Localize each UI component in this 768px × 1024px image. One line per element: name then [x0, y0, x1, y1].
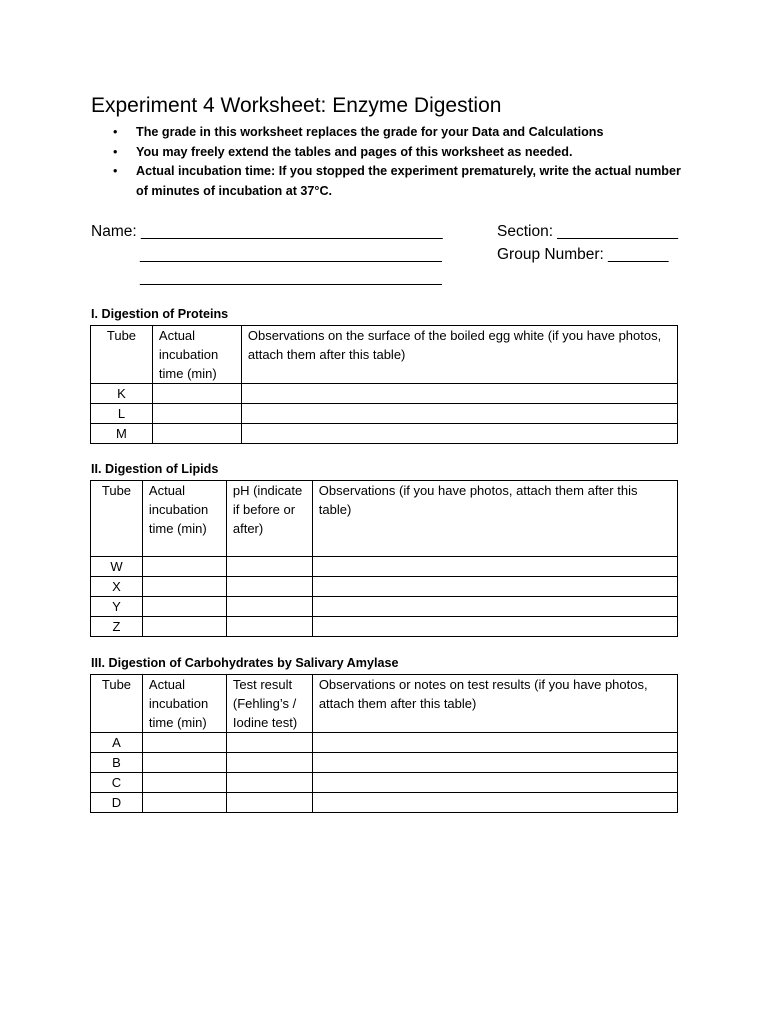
tube-label: W — [91, 557, 143, 577]
instruction-item — [91, 143, 691, 163]
instruction-text: You may freely extend the tables and pages of this worksheet as needed. — [136, 144, 573, 159]
bullet-icon: • — [113, 125, 118, 139]
test-result-cell[interactable] — [226, 733, 312, 753]
carbohydrates-table — [90, 674, 678, 813]
table-row — [91, 773, 678, 793]
observations-cell[interactable] — [312, 773, 677, 793]
table-row — [91, 753, 678, 773]
column-header: Tube — [91, 326, 153, 384]
table-row — [91, 733, 678, 753]
table-row — [91, 557, 678, 577]
incubation-time-cell[interactable] — [142, 577, 226, 597]
tube-label: B — [91, 753, 143, 773]
observations-cell[interactable] — [312, 793, 677, 813]
group-number-field[interactable]: Group Number: _______ — [497, 246, 669, 263]
column-header: pH (indicate if before or after) — [226, 481, 312, 557]
tube-label: C — [91, 773, 143, 793]
page-title: Experiment 4 Worksheet: Enzyme Digestion — [91, 94, 502, 117]
name-field-line-2[interactable]: ___________________________________ — [140, 246, 442, 263]
ph-cell[interactable] — [226, 597, 312, 617]
incubation-time-cell[interactable] — [142, 733, 226, 753]
table-header-row — [91, 675, 678, 733]
ph-cell[interactable] — [226, 617, 312, 637]
proteins-table — [90, 325, 678, 444]
table-row — [91, 424, 678, 444]
observations-cell[interactable] — [241, 424, 677, 444]
tube-label: A — [91, 733, 143, 753]
incubation-time-cell[interactable] — [152, 384, 241, 404]
tube-label: L — [91, 404, 153, 424]
test-result-cell[interactable] — [226, 753, 312, 773]
observations-cell[interactable] — [241, 404, 677, 424]
observations-cell[interactable] — [312, 597, 677, 617]
column-header: Actual incubation time (min) — [142, 675, 226, 733]
ph-cell[interactable] — [226, 577, 312, 597]
table-header-row — [91, 326, 678, 384]
bullet-icon: • — [113, 144, 118, 159]
observations-cell[interactable] — [312, 753, 677, 773]
section-heading-lipids: II. Digestion of Lipids — [91, 462, 219, 476]
instruction-item — [91, 123, 691, 143]
incubation-time-cell[interactable] — [142, 793, 226, 813]
incubation-time-cell[interactable] — [152, 404, 241, 424]
observations-cell[interactable] — [312, 617, 677, 637]
column-header: Observations (if you have photos, attach them after this table) — [312, 481, 677, 557]
table-row — [91, 617, 678, 637]
table-row — [91, 404, 678, 424]
tube-label: Z — [91, 617, 143, 637]
incubation-time-cell[interactable] — [142, 773, 226, 793]
table-row — [91, 597, 678, 617]
tube-label: Y — [91, 597, 143, 617]
incubation-time-cell[interactable] — [142, 597, 226, 617]
bullet-icon: • — [113, 164, 118, 178]
table-header-row — [91, 481, 678, 557]
column-header: Observations on the surface of the boiled egg white (if you have photos, attach them after this table) — [241, 326, 677, 384]
incubation-time-cell[interactable] — [142, 753, 226, 773]
section-field[interactable]: Section: ______________ — [497, 223, 678, 240]
table-row — [91, 577, 678, 597]
ph-cell[interactable] — [226, 557, 312, 577]
tube-label: X — [91, 577, 143, 597]
incubation-time-cell[interactable] — [152, 424, 241, 444]
table-row — [91, 793, 678, 813]
observations-cell[interactable] — [312, 557, 677, 577]
table-row — [91, 384, 678, 404]
name-field-line-3[interactable]: ___________________________________ — [140, 269, 442, 286]
column-header: Actual incubation time (min) — [142, 481, 226, 557]
column-header: Observations or notes on test results (if you have photos, attach them after this table) — [312, 675, 677, 733]
tube-label: M — [91, 424, 153, 444]
column-header: Test result (Fehling’s / Iodine test) — [226, 675, 312, 733]
instructions-list — [91, 123, 691, 201]
column-header: Actual incubation time (min) — [152, 326, 241, 384]
instruction-item — [91, 162, 684, 201]
observations-cell[interactable] — [241, 384, 677, 404]
instruction-text: Actual incubation time: If you stopped the experiment prematurely, write the actual number of minutes of incubation at 37°C. — [136, 164, 681, 198]
observations-cell[interactable] — [312, 733, 677, 753]
section-heading-carbohydrates: III. Digestion of Carbohydrates by Salivary Amylase — [91, 656, 399, 670]
test-result-cell[interactable] — [226, 773, 312, 793]
tube-label: D — [91, 793, 143, 813]
incubation-time-cell[interactable] — [142, 557, 226, 577]
column-header: Tube — [91, 675, 143, 733]
incubation-time-cell[interactable] — [142, 617, 226, 637]
lipids-table — [90, 480, 678, 637]
column-header: Tube — [91, 481, 143, 557]
tube-label: K — [91, 384, 153, 404]
section-heading-proteins: I. Digestion of Proteins — [91, 307, 229, 321]
test-result-cell[interactable] — [226, 793, 312, 813]
instruction-text: The grade in this worksheet replaces the grade for your Data and Calculations — [136, 125, 604, 139]
name-field[interactable]: Name: ___________________________________ — [91, 223, 443, 240]
observations-cell[interactable] — [312, 577, 677, 597]
